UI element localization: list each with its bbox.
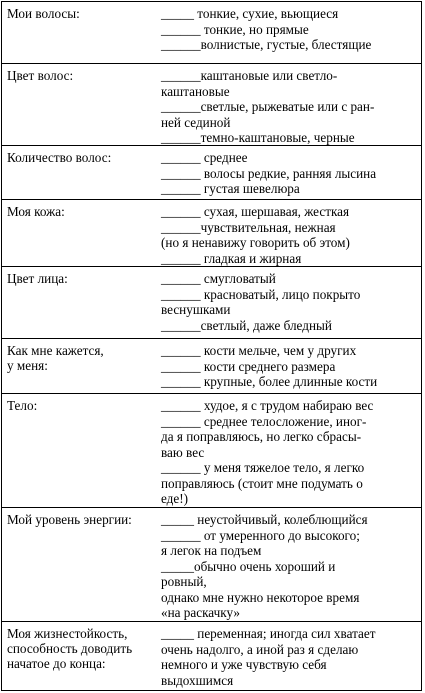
option-text: ______ кости мельче, чем у других: [161, 343, 357, 358]
option-text: _____обычно очень хороший и ровный, однако мне нужно некоторое время «на раскачку»: [161, 558, 360, 620]
row-label: Количество волос:: [7, 150, 112, 165]
option-list: [161, 204, 418, 266]
option-text: ______ среднее: [161, 150, 248, 165]
option-list: [161, 398, 418, 507]
option-text: ______светлый, даже бледный: [161, 317, 332, 333]
row-label: Мой уровень энергии:: [7, 512, 132, 527]
row-hair: [2, 2, 421, 64]
option-text: ______ красноватый, лицо покрыто веснушками: [161, 286, 361, 317]
row-label: Как мне кажется, у меня:: [7, 343, 104, 373]
option-list: [161, 343, 418, 390]
option-text: ______ тонкие, но прямые: [161, 21, 309, 37]
row-energy: [2, 508, 421, 622]
option-text: ______ волосы редкие, ранняя лысина: [161, 165, 377, 181]
option-list: [161, 512, 418, 621]
option-text: _____ тонкие, сухие, вьющиеся: [161, 6, 339, 21]
option-list: [161, 271, 418, 333]
option-text: ______ среднее телосложение, иног- да я поправляюсь, но легко сбрасы- ваю вес: [161, 413, 367, 460]
row-label: Мои волосы:: [7, 6, 80, 21]
option-text: ______чувствительная, нежная (но я ненавижу говорить об этом): [161, 219, 350, 250]
option-list: [161, 6, 418, 53]
option-text: _____ переменная; иногда сил хватает очень надолго, а иной раз я сделаю немного и уже чувствую себя выдохшимся: [161, 626, 376, 688]
option-list: [161, 68, 418, 146]
option-text: _____ неустойчивый, колеблющийся: [161, 512, 368, 527]
option-text: ______ крупные, более длинные кости: [161, 374, 378, 389]
option-list: [161, 150, 418, 197]
row-hair-color: [2, 64, 421, 146]
row-skin: [2, 200, 421, 267]
option-text: ______ сухая, шершавая, жесткая: [161, 204, 350, 219]
option-text: ______волнистые, густые, блестящие: [161, 37, 372, 52]
option-text: ______ смугловатый: [161, 271, 276, 286]
questionnaire-table: [1, 1, 422, 691]
row-hair-amount: [2, 146, 421, 200]
option-text: ______ у меня тяжелое тело, я легко поправляюсь (стоит мне подумать о еде!): [161, 460, 365, 506]
option-text: ______ худое, я с трудом набираю вес: [161, 398, 374, 413]
option-text: ______ гладкая и жирная: [161, 250, 302, 266]
option-text: ______каштановые или светло- каштановые: [161, 68, 338, 99]
row-label: Моя жизнестойкость, способность доводить начатое до конца:: [7, 626, 133, 671]
row-stamina: [2, 622, 421, 692]
option-list: [161, 626, 418, 688]
row-label: Моя кожа:: [7, 204, 65, 219]
option-text: ______светлые, рыжеватые или с ран- ней сединой: [161, 99, 375, 130]
option-text: ______темно-каштановые, черные: [161, 130, 355, 145]
option-text: ______ кости среднего размера: [161, 358, 336, 374]
row-body: [2, 394, 421, 508]
row-complexion: [2, 267, 421, 339]
row-label: Тело:: [7, 398, 38, 413]
option-text: ______ густая шевелюра: [161, 181, 300, 196]
row-label: Цвет волос:: [7, 68, 74, 83]
row-bones: [2, 339, 421, 394]
row-label: Цвет лица:: [7, 271, 68, 286]
option-text: ______ от умеренного до высокого; я легок на подъем: [161, 527, 360, 558]
